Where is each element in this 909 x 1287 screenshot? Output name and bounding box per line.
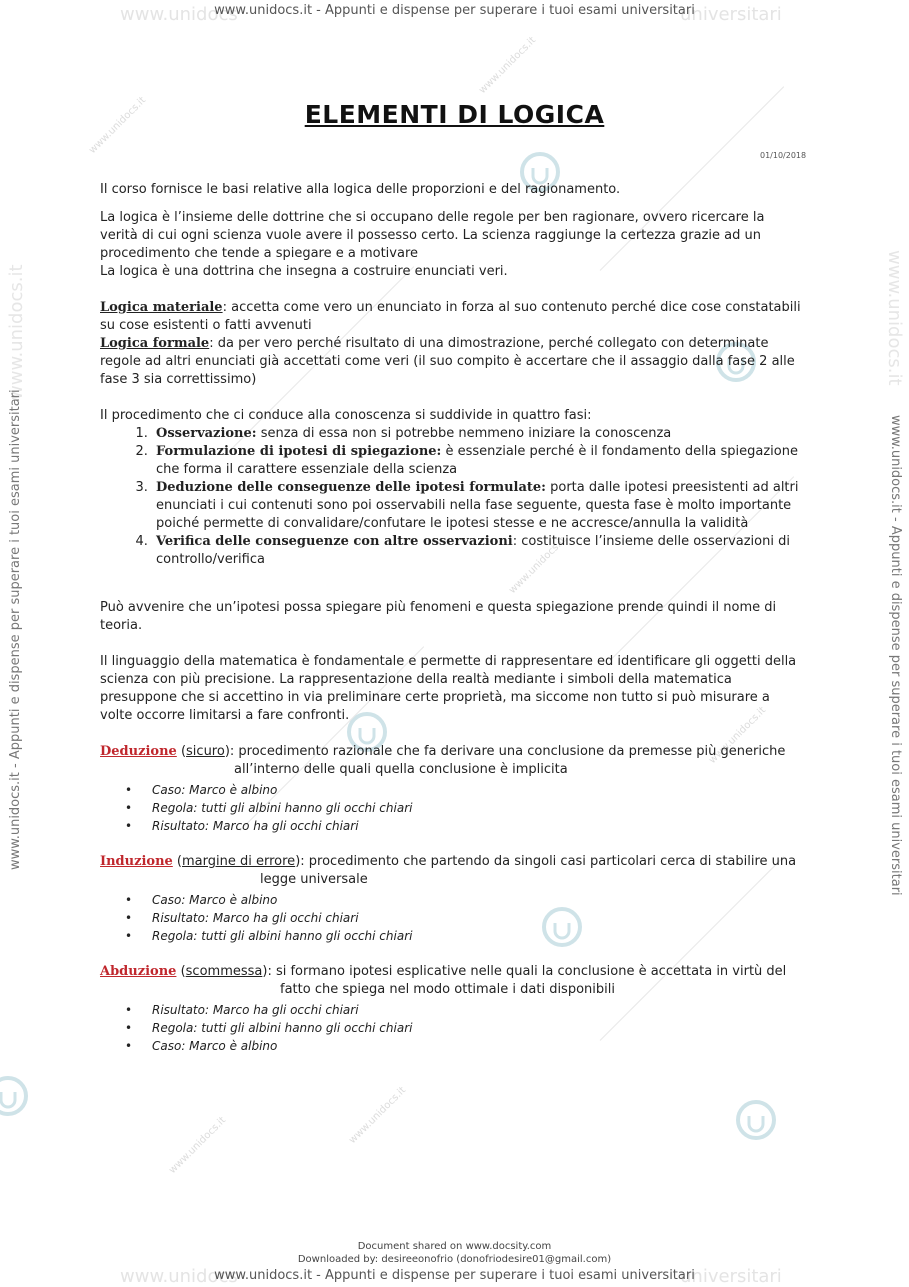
watermark-ghost-left: www.unidocs <box>120 4 238 25</box>
formal-logic-text: : da per vero perché risultato di una dimostrazione, perché collegato con determinate regole ad altri enunciati già accettati come veri (il suo compito è accertare che il assaggio dalla fase 2 alle fase 3 sia correttissimo) <box>100 336 795 387</box>
induction-text-2: legge universale <box>260 872 368 887</box>
watermark-diagonal: www.unidocs.it <box>707 704 769 767</box>
phases-list <box>100 425 805 569</box>
intro-paragraph: Il corso fornisce le basi relative alla logica delle proporzioni e del ragionamento. <box>100 182 621 197</box>
abduction-section: Abduzione (scommessa): si formano ipotesi esplicative nelle quali la conclusione è accettata in virtù del fatto che spiega nel modo ottimale i dati disponibili • Risultato: Marco ha gli occhi chiari • Regola: tutti gli albini hanno gli occhi chiari • Caso: Marco è albino <box>100 963 805 1055</box>
phase-text: è essenziale perché è il fondamento della spiegazione che forma il carattere essenziale della scienza <box>156 444 798 477</box>
phase-item <box>152 425 805 443</box>
document-date: 01/10/2018 <box>760 151 807 160</box>
phase-item <box>152 533 805 569</box>
math-paragraph: Il linguaggio della matematica è fondamentale e permette di rappresentare ed identificare gli oggetti della scienza con più precisione. La rappresentazione della realtà mediante i simboli della matematica presuppone che si accettino in via preliminare certe proprietà, ma siccome non tutto si può misurare a volte occorre limitarsi a fare confronti. <box>100 654 797 723</box>
formal-logic-label: Logica formale <box>100 336 210 351</box>
watermark-ghost-right: universitari <box>680 1266 782 1287</box>
phases-intro: Il procedimento che ci conduce alla conoscenza si suddivide in quattro fasi: <box>100 408 592 423</box>
induction-label: Induzione <box>100 854 173 869</box>
watermark-ghost-left: www.unidocs <box>120 1266 238 1287</box>
phase-item <box>152 479 805 533</box>
phase-text: : costituisce l’insieme delle osservazioni di controllo/verifica <box>156 534 790 567</box>
deduction-label: Deduzione <box>100 744 177 759</box>
formal-logic <box>100 335 805 389</box>
induction-note: margine di errore <box>182 854 296 869</box>
list-item: • Caso: Marco è albino <box>152 1037 805 1055</box>
list-item: • Risultato: Marco ha gli occhi chiari <box>152 817 805 835</box>
induction-cases <box>100 891 805 945</box>
abduction-text-2: fatto che spiega nel modo ottimale i dati disponibili <box>280 982 615 997</box>
induction-section: Induzione (margine di errore): procedimento che partendo da singoli casi particolari cerca di stabilire una legge universale • Caso: Marco è albino • Risultato: Marco ha gli occhi chiari • Regola: tutti gli albini hanno gli occhi chiari <box>100 853 805 945</box>
watermark-side-ghost-left: www.unidocs.it <box>6 264 27 400</box>
phase-label: Formulazione di ipotesi di spiegazione: <box>156 444 442 459</box>
watermark-diagonal: www.unidocs.it <box>507 534 569 597</box>
watermark-side-left: www.unidocs.it - Appunti e dispense per superare i tuoi esami universitari <box>8 389 23 870</box>
watermark-diagonal: www.unidocs.it <box>167 1114 229 1177</box>
list-item: • Regola: tutti gli albini hanno gli occhi chiari <box>152 1019 805 1037</box>
list-item: • Caso: Marco è albino <box>152 891 805 909</box>
phase-text: senza di essa non si potrebbe nemmeno iniziare la conoscenza <box>256 426 672 441</box>
phase-label: Deduzione delle conseguenze delle ipotesi formulate: <box>156 480 546 495</box>
unidocs-logo-icon <box>734 1098 778 1142</box>
material-logic-label: Logica materiale <box>100 300 223 315</box>
watermark-header: www.unidocs.it - Appunti e dispense per superare i tuoi esami universitari <box>214 3 695 18</box>
abduction-label: Abduzione <box>100 964 177 979</box>
abduction-text: : si formano ipotesi esplicative nelle quali la conclusione è accettata in virtù del <box>267 964 787 979</box>
footer-shared: Document shared on www.docsity.com <box>357 1241 552 1252</box>
deduction-text: : procedimento razionale che fa derivare una conclusione da premesse più generiche <box>229 744 786 759</box>
logic-definition-2: La logica è una dottrina che insegna a costruire enunciati veri. <box>100 264 508 279</box>
list-item: • Risultato: Marco ha gli occhi chiari <box>152 1001 805 1019</box>
induction-text: : procedimento che partendo da singoli casi particolari cerca di stabilire una <box>300 854 797 869</box>
list-item: • Regola: tutti gli albini hanno gli occhi chiari <box>152 927 805 945</box>
watermark-side-ghost-right: www.unidocs.it <box>884 250 905 386</box>
abduction-note: scommessa <box>185 964 263 979</box>
unidocs-logo-icon <box>0 1074 30 1118</box>
document-title: ELEMENTI DI LOGICA <box>304 100 605 129</box>
phase-label: Osservazione: <box>156 426 257 441</box>
watermark-diagonal: www.unidocs.it <box>87 94 149 157</box>
abduction-cases <box>100 1001 805 1055</box>
watermark-ghost-right: universitari <box>680 4 782 25</box>
phase-text: porta dalle ipotesi preesistenti ad altri enunciati i cui contenuti sono poi osservabili nella fase seguente, questa fase è molto importante poiché permette di convalidare/confutare le ipotesi stesse e ne accresce/annulla la validità <box>156 480 799 531</box>
theory-paragraph: Può avvenire che un’ipotesi possa spiegare più fenomeni e questa spiegazione prende quindi il nome di teoria. <box>100 600 777 633</box>
phase-item <box>152 443 805 479</box>
material-logic-text: : accetta come vero un enunciato in forza al suo contenuto perché dice cose constatabili su cose esistenti o fatti avvenuti <box>100 300 801 333</box>
watermark-diagonal: www.unidocs.it <box>347 1084 409 1147</box>
list-item: • Regola: tutti gli albini hanno gli occhi chiari <box>152 799 805 817</box>
list-item: • Risultato: Marco ha gli occhi chiari <box>152 909 805 927</box>
deduction-text-2: all’interno delle quali quella conclusione è implicita <box>234 762 568 777</box>
logic-definition: La logica è l’insieme delle dottrine che si occupano delle regole per ben ragionare, ovvero ricercare la verità di cui ogni scienza vuole avere il possesso certo. La scienza raggiunge la certezza grazie ad un procedimento che tende a spiegare e a motivare <box>100 210 765 261</box>
document-body <box>100 181 805 1055</box>
watermark-side-right: www.unidocs.it - Appunti e dispense per superare i tuoi esami universitari <box>888 415 903 896</box>
deduction-cases <box>100 781 805 835</box>
deduction-section: Deduzione (sicuro): procedimento razionale che fa derivare una conclusione da premesse più generiche all’interno delle quali quella conclusione è implicita • Caso: Marco è albino • Regola: tutti gli albini hanno gli occhi chiari • Risultato: Marco ha gli occhi chiari <box>100 743 805 835</box>
footer-downloaded: Downloaded by: desireeonofrio (donofriodesire01@gmail.com) <box>297 1254 612 1265</box>
material-logic <box>100 299 805 335</box>
watermark-footer: www.unidocs.it - Appunti e dispense per superare i tuoi esami universitari <box>214 1268 695 1283</box>
phase-label: Verifica delle conseguenze con altre osservazioni <box>156 534 513 549</box>
deduction-note: sicuro <box>186 744 225 759</box>
watermark-diagonal: www.unidocs.it <box>477 34 539 97</box>
list-item: • Caso: Marco è albino <box>152 781 805 799</box>
